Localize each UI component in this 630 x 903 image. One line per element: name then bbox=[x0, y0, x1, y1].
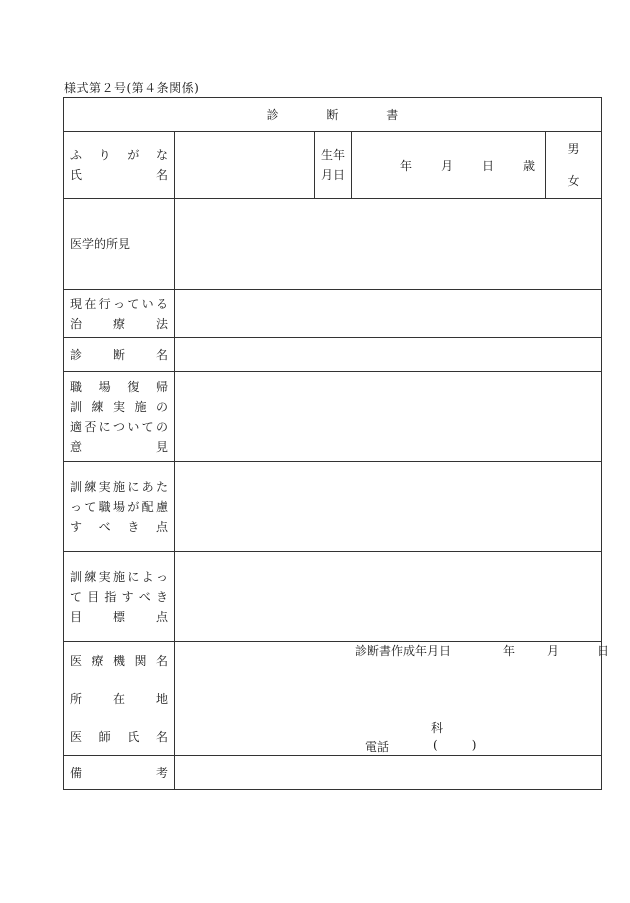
male-option[interactable]: 男 bbox=[567, 142, 580, 156]
opinion-field[interactable] bbox=[175, 372, 602, 462]
form-title: 診 断 書 bbox=[266, 108, 421, 122]
diagnosis-label-cell bbox=[64, 338, 175, 372]
sex-field[interactable] bbox=[546, 132, 602, 199]
department-label: 科 bbox=[431, 721, 444, 735]
remarks-label: 備 考 bbox=[70, 765, 168, 780]
medical-findings-field[interactable] bbox=[175, 199, 602, 290]
opinion-label-cell bbox=[64, 372, 175, 462]
form-number: 様式第２号(第４条関係) bbox=[64, 81, 200, 95]
issue-date-label: 診断書作成年月日 bbox=[355, 644, 452, 658]
goal-label-line1: 訓 練 実 施 に よ っ bbox=[70, 569, 168, 584]
opinion-label-line4: 意 見 bbox=[70, 439, 168, 454]
goal-label-line2: て 目 指 す べ き bbox=[70, 589, 168, 604]
dob-field[interactable] bbox=[352, 132, 546, 199]
opinion-label-line3: 適 否 に つ い て の bbox=[70, 419, 168, 434]
institution-field[interactable] bbox=[175, 642, 610, 756]
consideration-field[interactable] bbox=[175, 462, 602, 552]
phone-label: 電話 bbox=[365, 740, 390, 754]
issue-year-label: 年 bbox=[503, 644, 516, 658]
phone-line bbox=[365, 738, 476, 755]
consideration-label-cell bbox=[64, 462, 175, 552]
dob-day-label: 日 bbox=[481, 158, 494, 173]
goal-field[interactable] bbox=[175, 552, 602, 642]
doctor-name-label: 医 師 氏 名 bbox=[70, 729, 168, 744]
opinion-label-line1: 職 場 復 帰 bbox=[70, 379, 168, 394]
form-title-cell bbox=[64, 98, 602, 132]
furigana-label: ふ り が な bbox=[70, 148, 168, 162]
remarks-field[interactable] bbox=[175, 756, 602, 790]
dob-year-label: 年 bbox=[400, 158, 413, 173]
name-label-cell bbox=[64, 132, 175, 199]
diagnosis-certificate-form bbox=[63, 97, 610, 790]
location-label: 所 在 地 bbox=[70, 691, 168, 706]
medical-findings-label-cell bbox=[64, 199, 175, 290]
name-label: 氏 名 bbox=[70, 168, 168, 182]
female-option[interactable]: 女 bbox=[567, 174, 580, 188]
diagnosis-field[interactable] bbox=[175, 338, 602, 372]
diagnosis-label: 診 断 名 bbox=[70, 347, 168, 362]
consideration-label-line1: 訓 練 実 施 に あ た bbox=[70, 479, 168, 494]
issue-month-label: 月 bbox=[547, 644, 560, 658]
name-field[interactable] bbox=[175, 132, 315, 199]
institution-name-label: 医 療 機 関 名 bbox=[70, 653, 168, 668]
treatment-label-cell bbox=[64, 290, 175, 338]
remarks-label-cell bbox=[64, 756, 175, 790]
dob-month-label: 月 bbox=[440, 158, 453, 173]
treatment-label-line1: 現 在 行 っ て い る bbox=[70, 296, 168, 311]
issue-day-label: 日 bbox=[597, 644, 610, 658]
treatment-label-line2: 治 療 法 bbox=[70, 316, 168, 331]
phone-paren-close: ) bbox=[471, 738, 477, 752]
age-label: 歳 bbox=[522, 158, 535, 173]
consideration-label-line2: っ て 職 場 が 配 慮 bbox=[70, 499, 168, 514]
dob-label: 生年 月日 bbox=[315, 132, 352, 199]
phone-paren-open: ( bbox=[433, 738, 438, 752]
goal-label-cell bbox=[64, 552, 175, 642]
consideration-label-line3: す べ き 点 bbox=[70, 519, 168, 534]
institution-label-cell bbox=[64, 642, 175, 756]
goal-label-line3: 目 標 点 bbox=[70, 609, 168, 624]
opinion-label-line2: 訓 練 実 施 の bbox=[70, 399, 168, 414]
medical-findings-label: 医学的所見 bbox=[70, 237, 131, 251]
treatment-field[interactable] bbox=[175, 290, 602, 338]
issue-date bbox=[355, 642, 610, 659]
